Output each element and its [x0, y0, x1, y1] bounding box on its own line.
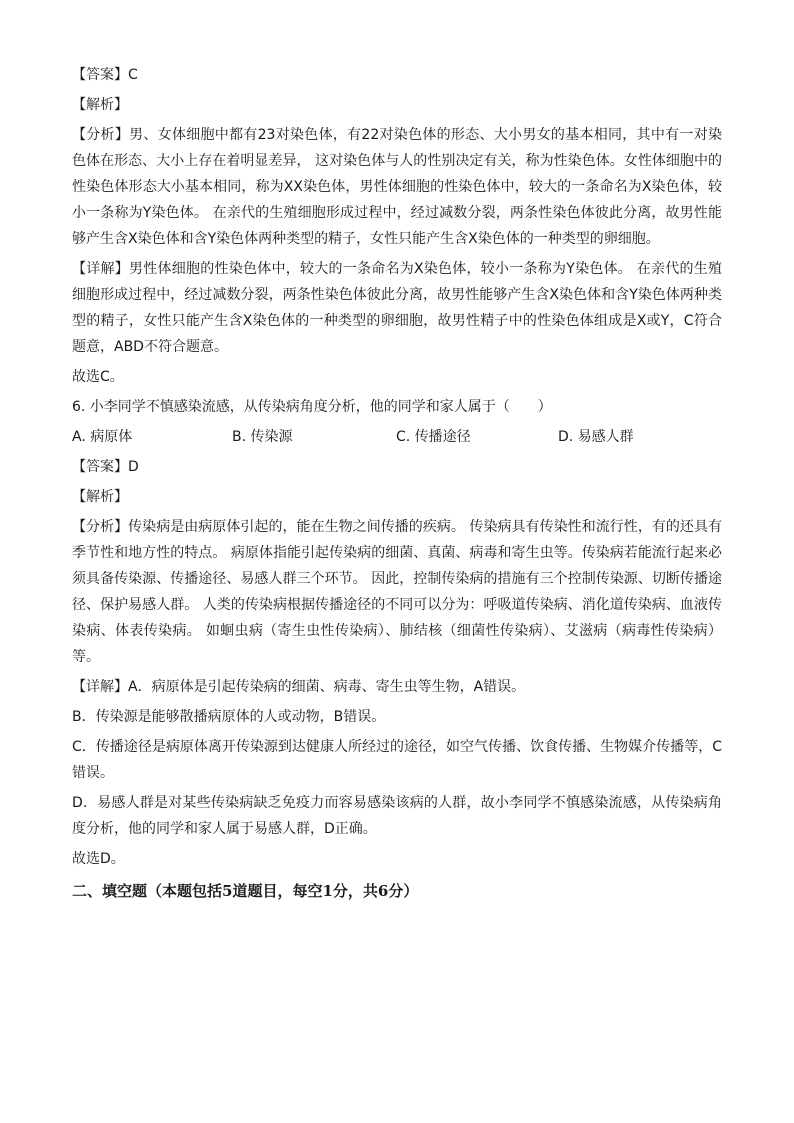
q6-options: [72, 424, 722, 450]
q5-answer: 【答案】C: [72, 67, 138, 83]
q5-xiangjie: 【详解】男性体细胞的性染色体中，较大的一条命名为X染色体，较小一条称为Y染色体。 在亲代的生殖细胞形成过程中，经过减数分裂，两条性染色体彼此分离，故男性能够产生含X染色体和含Y染色体两种类型的精子，女性只能产生含X染色体的一种类型的卵细胞，故男性精子中的性染色体组成是X或Y，C符合题意，ABD不符合题意。: [72, 261, 722, 355]
q6-analysis-label: 【解析】: [72, 489, 128, 505]
q5-analysis-label: 【解析】: [72, 97, 128, 113]
q6-answer: 【答案】D: [72, 459, 139, 475]
q6-option-a: A. 病原体: [72, 429, 133, 445]
q6-option-c: C. 传播途径: [396, 429, 471, 445]
q6-fenxi: 【分析】传染病是由病原体引起的，能在生物之间传播的疾病。 传染病具有传染性和流行性，有的还具有季节性和地方性的特点。 病原体指能引起传染病的细菌、真菌、病毒和寄生虫等。传染病若能流行起来必须具备传染源、传播途径、易感人群三个环节。 因此，控制传染病的措施有三个控制传染源、切断传播途径、保护易感人群。 人类的传染病根据传播途径的不同可以分为：呼吸道传染病、消化道传染病、血液传染病、体表传染病。 如蛔虫病（寄生虫性传染病）、肺结核（细菌性传染病）、艾滋病（病毒性传染病）等。: [72, 519, 722, 665]
q6-option-d: D. 易感人群: [558, 429, 634, 445]
q6-xiangjie-c: C．传播途径是病原体离开传染源到达健康人所经过的途径，如空气传播、饮食传播、生物媒介传播等，C错误。: [72, 739, 722, 781]
section-heading: 二、填空题（本题包括5道题目，每空1分，共6分）: [72, 882, 419, 900]
q5-choice: 故选C。: [72, 369, 124, 385]
q6-stem: 6. 小李同学不慎感染流感，从传染病角度分析，他的同学和家人属于（ ）: [72, 399, 552, 415]
q6-xiangjie-b: B．传染源是能够散播病原体的人或动物，B错误。: [72, 709, 386, 725]
q6-xiangjie-d: D．易感人群是对某些传染病缺乏免疫力而容易感染该病的人群，故小李同学不慎感染流感，从传染病角度分析，他的同学和家人属于易感人群，D正确。: [72, 795, 722, 837]
q6-xiangjie-a: 【详解】A．病原体是引起传染病的细菌、病毒、寄生虫等生物，A错误。: [72, 679, 526, 695]
document-page: [72, 62, 722, 904]
q6-choice: 故选D。: [72, 851, 125, 867]
q5-fenxi: 【分析】男、女体细胞中都有23对染色体，有22对染色体的形态、大小男女的基本相同，其中有一对染色体在形态、大小上存在着明显差异， 这对染色体与人的性别决定有关，称为性染色体。女性体细胞中的性染色体形态大小基本相同，称为XX染色体，男性体细胞的性染色体中，较大的一条命名为X染色体，较小一条称为Y染色体。 在亲代的生殖细胞形成过程中，经过减数分裂，两条性染色体彼此分离，故男性能够产生含X染色体和含Y染色体两种类型的精子，女性只能产生含X染色体的一种类型的卵细胞。: [72, 127, 722, 247]
q6-option-b: B. 传染源: [232, 429, 293, 445]
